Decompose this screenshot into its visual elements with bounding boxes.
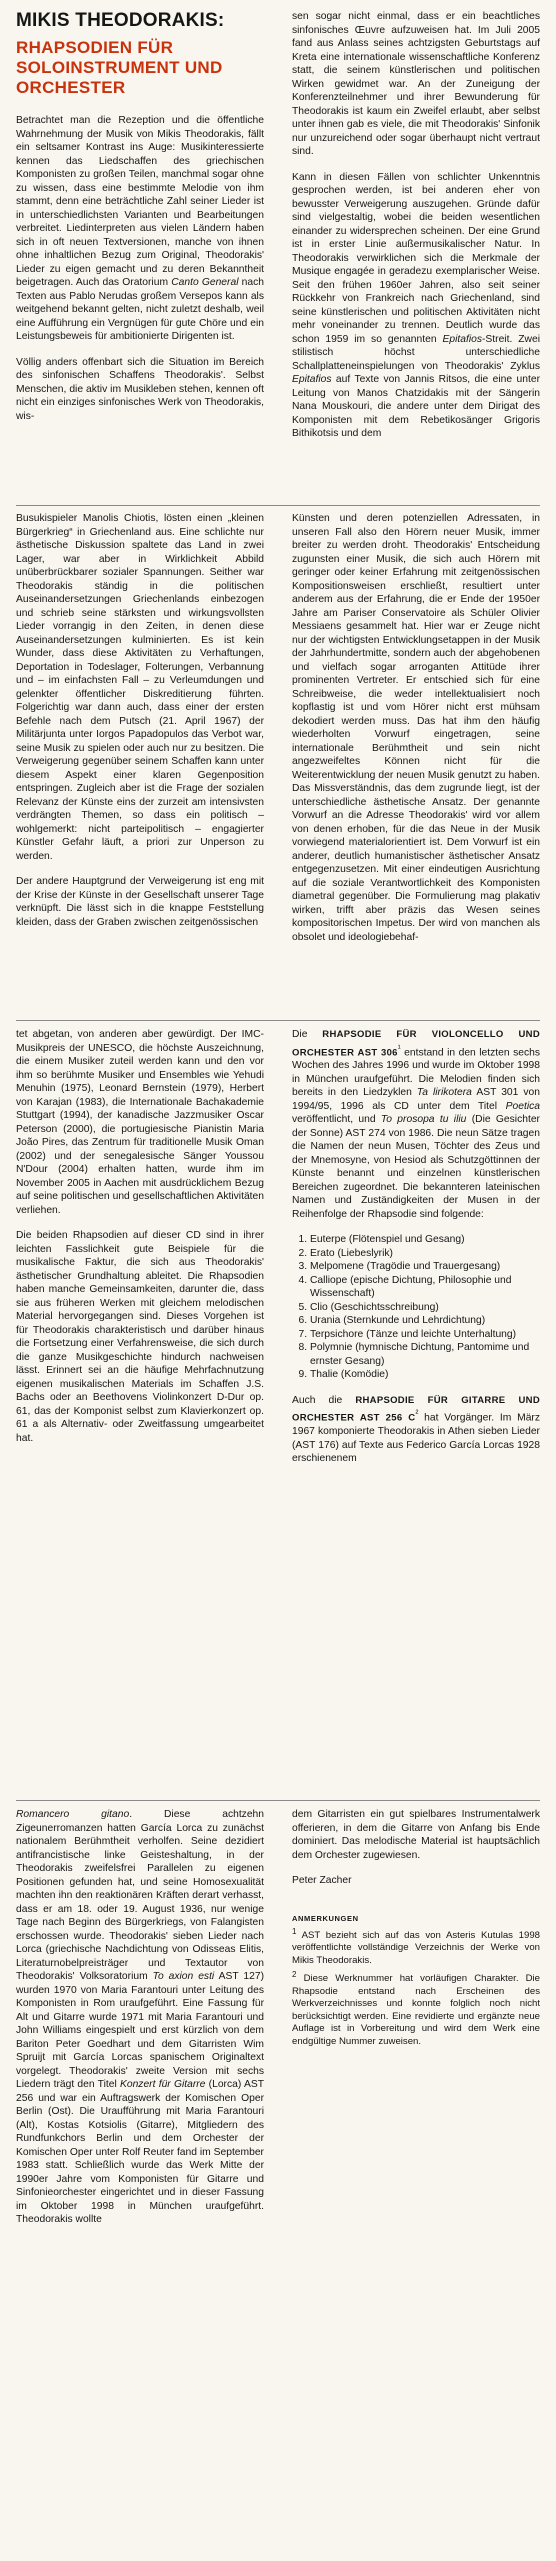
section2-left: [16, 512, 264, 941]
section1-left: [16, 10, 264, 435]
paragraph: dem Gitarristen ein gut spielbares Instrumentalwerk offerieren, in dem die Gitarre von Anfang bis Ende dominiert. Das melodische Material ist hauptsächlich dem Orchester zugewiesen.: [292, 1809, 540, 1861]
section-divider: [16, 1020, 540, 1021]
section-divider: [16, 505, 540, 506]
paragraph: Völlig anders offenbart sich die Situation im Bereich des sinfonischen Schaffens Theodorakis'. Selbst Menschen, die aktiv im Musikleben stehen, kennen oft nicht ein einziges sinfonisches Werk von Theodorakis, wis-: [16, 356, 264, 422]
section2-right: [292, 512, 540, 956]
paragraph: Die RHAPSODIE FÜR VIOLONCELLO UND ORCHESTER AST $306^{^1}$ entstand in den letzten sechs Wochen des Jahres 1996 und wurde im Oktober 1998 in München uraufgeführt. Die Melodien finden sich bereits in den Liedzyklen Ta lirikotera AST 301 von 1994/95, 1996 als CD unter dem Titel Poetica veröffentlicht, und To prosopa tu iliu (Die Gesichter der Sonne) AST 274 von 1986. Die neun Sätze tragen die Namen der neun Musen, Töchter des Zeus und der Mnemosyne, von Hesiod als Schutzgöttinnen der Künste benannt und einzelnen künstlerischen Bereichen zugeordnet. Die bekannteren lateinischen Namen und Zuständigkeiten der Musen in der Reihenfolge der Rhapsodie sind folgende:: [292, 1029, 541, 1220]
section-divider: [16, 1800, 540, 1801]
list-item: 1. Euterpe (Flötenspiel und Gesang): [310, 1233, 540, 1247]
list-item: 3. Melpomene (Tragödie und Trauergesang): [310, 1260, 540, 1274]
article-title: MIKIS THEODORAKIS:: [16, 10, 225, 31]
list-item: 8. Polymnie (hymnische Dichtung, Pantomime und ernster Gesang): [310, 1341, 540, 1368]
section4-left: [16, 1808, 264, 2239]
muses-list: [292, 1233, 540, 1382]
paragraph: Betrachtet man die Rezeption und die öffentliche Wahrnehmung der Musik von Mikis Theodorakis, fällt ein seltsamer Kontrast ins Auge: Musikinteressierte kennen das Liedschaffen des griechischen Komponisten zu großen Teilen, manchmal sogar ohne zu wissen, dass eine bestimmte Melodie von ihm stammt, denn eine beträchtliche Zahl seiner Lieder ist in unterschiedlichsten Varianten und Bearbeitungen verbreitet. Liedinterpreten aus vielen Ländern haben sich in oft neuen Textversionen, manche von ihnen ohne inhaltlichen Bezug zum Original, Theodorakis' Lieder zu eigen gemacht und zu deren Bekanntheit beigetragen. Auch das Oratorium Canto General nach Texten aus Pablo Nerudas großem Versepos kann als weitgehend bekannt gelten, nicht zuletzt deshalb, weil eine Aufführung ein Vergnügen für gute Chöre und ein Leistungsbeweis für ambitionierte Dirigenten ist.: [16, 115, 264, 342]
paragraph: sen sogar nicht einmal, dass er ein beachtliches sinfonisches Œuvre aufzuweisen hat. Im Juli 2005 fand aus Anlass seines achtzigsten Geburtstags auf Kreta eine internationale wissenschaftliche Konferenz statt, die seinem künstlerischen und politischen Wirken gewidmet war. An der Zuneigung der Konferenzteilnehmer und ihrer Bewunderung für Theodorakis ist kaum ein Zweifel erlaubt, aber selbst unter ihnen gab es viele, die mit Theodorakis' Sinfonik nur unzureichend oder sogar überhaupt nicht vertraut sind.: [292, 11, 540, 157]
author-name: Peter Zacher: [292, 1875, 352, 1886]
section1-right: [292, 10, 540, 453]
footnote: $^2$ Diese Werknummer hat vorläufigen Charakter. Die Rhapsodie entstand nach Erscheinen des Werkverzeichnisses und konnte folglich noch nicht berücksichtigt werden. Eine revidierte und ergänzte neue Auflage ist in Vorbereitung und wird dem Werk eine endgültige Nummer zuweisen.: [292, 1970, 540, 2047]
list-item: 9. Thalie (Komödie): [310, 1368, 540, 1382]
list-item: 4. Calliope (epische Dichtung, Philosophie und Wissenschaft): [310, 1274, 540, 1301]
list-item: 5. Clio (Geschichtsschreibung): [310, 1301, 540, 1315]
section3-left: [16, 1028, 264, 1457]
paragraph: Auch die RHAPSODIE FÜR GITARRE UND ORCHESTER AST 256 $C^{^2}$ hat Vorgänger. Im März 1967 komponierte Theodorakis in Athen sieben Lieder (AST 176) auf Texte aus Federico García Lorcas 1928 erschienenem: [292, 1394, 541, 1465]
list-item: 6. Urania (Sternkunde und Lehrdichtung): [310, 1314, 540, 1328]
notes-heading: ANMERKUNGEN: [292, 1913, 359, 1923]
paragraph: Der andere Hauptgrund der Verweigerung ist eng mit der Krise der Künste in der Gesellschaft unserer Tage verknüpft. Die lässt sich in die knappe Feststellung kleiden, dass der Graben zwischen zeitgenössischen: [16, 876, 264, 928]
article-subtitle: RHAPSODIEN FÜR SOLOINSTRUMENT UND ORCHESTER: [16, 38, 223, 97]
paragraph: Künsten und deren potenziellen Adressaten, in unseren Fall also den Hörern neuer Musik, immer breiter zu werden droht. Theodorakis' Entscheidung zugunsten einer Musik, die sich auch Hörern mit geringer oder keiner Erfahrung mit zeitgenössischen Kompositionsweisen erschließt, resultiert unter anderem aus der Erfahrung, die er Ende der 1950er Jahre am Pariser Conservatoire als Schüler Olivier Messiaens gesammelt hat. Hier war er Zeuge nicht nur der wichtigsten Entwicklungsetappen in der Musik der Jahrhundertmitte, sondern auch der abgehobenen und vielfach sogar arroganten Attitüde ihrer prominenten Vertreter. Er entschied sich für eine Schreibweise, die weder intellektualisiert noch kopflastig ist und vom Hörer nicht erst mühsam dekodiert werden muss. Das hat ihm den häufig wiederholten Vorwurf eingetragen, seine internationale Berühmtheit und sein nicht angezweifeltes Können nicht für die Weiterentwicklung der neuen Musik genutzt zu haben. Das Missverständnis, das dem zugrunde liegt, ist der unterschiedliche ästhetische Ansatz. Der genannte Vorwurf an die Adresse Theodorakis' wird vor allem von denen erhoben, für die das Neue in der Musik vorwiegend materialorientiert ist. Dem Vorwurf ist ein anderer, deutlich humanistischer ästhetischer Ansatz entgegenzusetzen. Mit einer eindeutigen Ausrichtung auf die soziale Verantwortlichkeit des Komponisten diametral gegenüber. Die Formulierung mag plakativ wirken, trifft aber präzis das Wesen seines kompositorischen Impetus. Der wird von manchen als obsolet und ideologiebehaf-: [292, 513, 540, 943]
paragraph: Busukispieler Manolis Chiotis, lösten einen „kleinen Bürgerkrieg“ in Griechenland aus. Eine schlichte nur ästhetische Diskussion spaltete das Land in zwei Lager, war aber in Wirklichkeit Abbild unüberbrückbarer sozialer Spannungen. Seither war Theodorakis ständig in die politischen Auseinandersetzungen Griechenlands einbezogen und schrieb seine stärksten und wirkungsvollsten Lieder vorrangig in den Zeiten, in denen diese Auseinandersetzungen kulminierten. Es ist kein Wunder, dass diese Aktivitäten zu Verhaftungen, Deportation in Todeslager, Folterungen, Verbannung und – im einfachsten Fall – zu Verleumdungen und gelenkter öffentlicher Diskreditierung führten. Folgerichtig war dann auch, dass einer der ersten Befehle nach dem Putsch (21. April 1967) der Militärjunta unter Iorgos Papadopulos das Verbot war, seine Musik zu spielen oder auch nur zu besitzen. Die Verweigerung gegenüber seinem Schaffen kann unter diesem Aspekt einer klaren Gegenposition entspringen. Zugleich aber ist die Frage der sozialen Relevanz der Künste eins der zurzeit am intensivsten verdrängten Themen, so dass ein politisch – wohlgemerkt: nicht parteipolitisch – engagierter Künstler Gefahr läuft, a priori zur Unperson zu werden.: [16, 513, 264, 862]
list-item: 7. Terpsichore (Tänze und leichte Unterhaltung): [310, 1328, 540, 1342]
footnote: $^1$ AST bezieht sich auf das von Asteris Kutulas 1998 veröffentlichte vollständige Verzeichnis der Werke von Mikis Theodorakis.: [292, 1926, 540, 1966]
paragraph: Kann in diesen Fällen von schlichter Unkenntnis gesprochen werden, ist bei anderen eher von bewusster Verweigerung auszugehen. Gründe dafür sind vielgestaltig, wobei die beiden wesentlichen einander zu widersprechen scheinen. Der eine Grund ist in erster Linie außermusikalischer Natur. In Theodorakis verwirklichen sich die Merkmale der Musique engagée in geradezu exemplarischer Weise. Seit den frühen 1960er Jahren, also seit seiner Rückkehr von Frankreich nach Griechenland, sind seine künstlerischen und politischen Aktivitäten nicht mehr voneinander zu trennen. Deutlich wurde das schon 1959 im so genannten Epitafios-Streit. Zwei stilistisch höchst unterschiedliche Schallplatteneinspielungen von Theodorakis' Zyklus Epitafios auf Texte von Jannis Ritsos, die eine unter Leitung von Manos Chatzidakis mit der Sängerin Nana Mouskouri, die andere unter dem Dirigat des Komponisten mit dem Rebetikosänger Grigoris Bithikotsis und dem: [292, 171, 540, 439]
paragraph: tet abgetan, von anderen aber gewürdigt. Der IMC-Musikpreis der UNESCO, die höchste Auszeichnung, die einem Musiker zuteil werden kann und den vor ihm so berühmte Musiker und Ensembles wie Yehudi Menuhin (1975), Leonard Bernstein (1979), Herbert von Karajan (1983), die Internationale Bachakademie Stuttgart (1994), der kanadische Jazzmusiker Oscar Peterson (2000), die portugiesische Pianistin Maria João Pires, das Zentrum für traditionelle Musik Oman (2002) und der senegalesische Sänger Youssou N'Dour (2004) erhalten hatten, wurde ihm im November 2005 in Aachen mit ausdrücklichem Bezug auf seine politischen und gesellschaftlichen Aktivitäten verliehen.: [16, 1029, 264, 1216]
list-item: 2. Erato (Liebeslyrik): [310, 1247, 540, 1261]
section4-right: [292, 1808, 540, 2050]
paragraph: Die beiden Rhapsodien auf dieser CD sind in ihrer leichten Fasslichkeit gute Beispiele für die musikalische Faktur, die sich aus Theodorakis' ästhetischer Grundhaltung ableitet. Die Rhapsodien haben manche Gemeinsamkeiten, darunter die, dass sie aus früheren Werken mit gleichem melodischen Material hervorgegangen sind. Dieses Vorgehen ist für Theodorakis charakteristisch und darüber hinaus die Fortsetzung einer Verfahrensweise, die sich durch die ganze Musikgeschichte hindurch nachweisen lässt. Erinnert sei an die häufige Mehrfachnutzung eigenen musikalischen Materials im Schaffen J.S. Bachs oder an Beethovens Violinkonzert D-Dur op. 61, das der Komponist selbst zum Klavierkonzert op. 61 a als Alternativ- oder Zweitfassung umgearbeitet hat.: [16, 1230, 264, 1444]
section3-right: [292, 1028, 540, 1478]
paragraph: Romancero gitano. Diese achtzehn Zigeunerromanzen hatten García Lorca zu zunächst nationalem Berühmtheit verholfen. Seine dezidiert antifrancistische linke Geisteshaltung, in der Theodorakis zweifelsfrei Parallelen zu eigenen Positionen gefunden hat, und seine Homosexualität machten ihn den reaktionären Kräften derart verhasst, dass er am 18. oder 19. August 1936, nur wenige Tage nach Beginn des Bürgerkriegs, von Falangisten erschossen wurde. Theodorakis' sieben Lieder nach Lorca (griechische Nachdichtung von Odisseas Elitis, Literaturnobelpreisträger und Textautor von Theodorakis' Volksoratorium To axion esti AST 127) wurden 1970 von Maria Farantouri unter Leitung des Komponisten in Rom uraufgeführt. Eine Fassung für Alt und Gitarre wurde 1971 mit Maria Farantouri und John Williams eingespielt und erst kürzlich von dem Bariton Peter Goedhart und dem Gitarristen Wim Spruijt mit García Lorcas spanischem Originaltext vorgelegt. Theodorakis' zweite Version mit sechs Liedern trägt den Titel Konzert für Gitarre (Lorca) AST 256 und war ein Auftragswerk der Komischen Oper Berlin (Ost). Die Uraufführung mit Maria Farantouri (Alt), Kostas Kotsiolis (Gitarre), Mitgliedern des Rundfunkchors Berlin und dem Orchester der Komischen Oper unter Rolf Reuter fand im September 1983 statt. Schließlich wurde das Werk Mitte der 1990er Jahre vom Komponisten für Gitarre und Sinfonieorchester eingerichtet und in dieser Fassung im Oktober 1998 in München uraufgeführt. Theodorakis wollte: [16, 1809, 265, 2225]
